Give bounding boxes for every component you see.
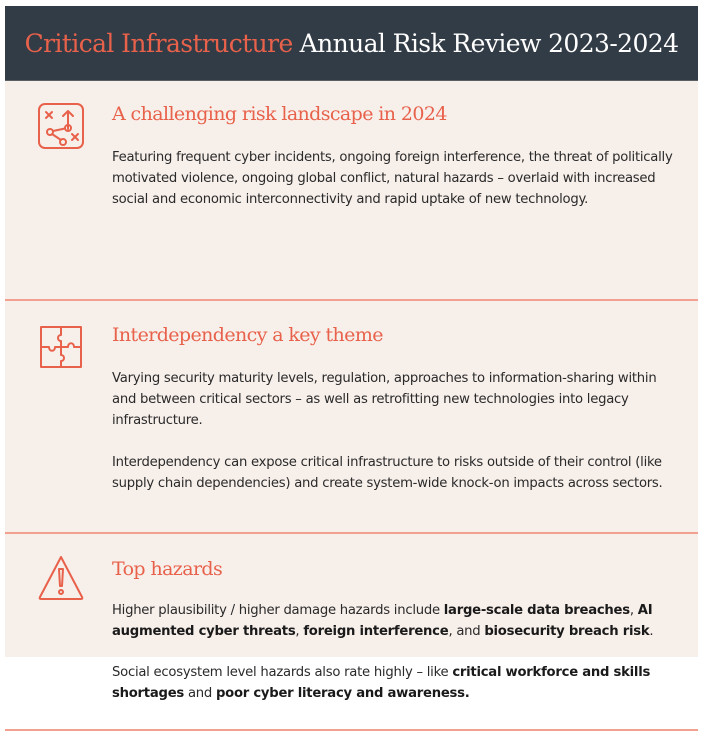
section-top-hazards — [5, 534, 698, 731]
section-body: Higher plausibility / higher damage hazards include large-scale data breaches, AI augmented cyber threats, foreign interference, and biosecurity breach risk. — [112, 603, 654, 639]
highlight: foreign interference — [303, 624, 449, 639]
section-title: Top hazards — [112, 558, 223, 580]
section-body: Social ecosystem level hazards also rate highly – like critical workforce and skills shortages and poor cyber literacy and awareness. — [112, 665, 651, 701]
infographic-panel — [5, 6, 698, 701]
highlight: large-scale data breaches — [443, 603, 630, 618]
highlight: biosecurity breach risk — [484, 624, 650, 639]
section-title: A challenging risk landscape in 2024 — [112, 103, 447, 125]
strategy-map-icon — [36, 101, 86, 151]
section-risk-landscape — [5, 81, 698, 301]
highlight: critical workforce and skills shortages — [112, 665, 651, 701]
section-body: Interdependency can expose critical infrastructure to risks outside of their control (like supply chain dependencies) and create system-wide knock-on impacts across sectors. — [112, 455, 663, 491]
section-body: Featuring frequent cyber incidents, ongoing foreign interference, the threat of politically motivated violence, ongoing global conflict, natural hazards – overlaid with increased social and economic interconnectivity and rapid uptake of new technology. — [112, 150, 673, 207]
section-body: Varying security maturity levels, regulation, approaches to information-sharing within and between critical sectors – as well as retrofitting new technologies into legacy infrastructure. — [112, 371, 657, 428]
highlight: AI augmented cyber threats — [112, 603, 653, 639]
highlight: poor cyber literacy and awareness. — [215, 686, 470, 701]
title-rest: Annual Risk Review 2023-2024 — [299, 28, 679, 58]
section-title: Interdependency a key theme — [112, 324, 383, 346]
warning-triangle-icon — [36, 553, 86, 603]
section-interdependency — [5, 301, 698, 534]
puzzle-icon — [36, 322, 86, 372]
page-header — [5, 6, 698, 81]
title-accent: Critical Infrastructure — [24, 28, 293, 58]
